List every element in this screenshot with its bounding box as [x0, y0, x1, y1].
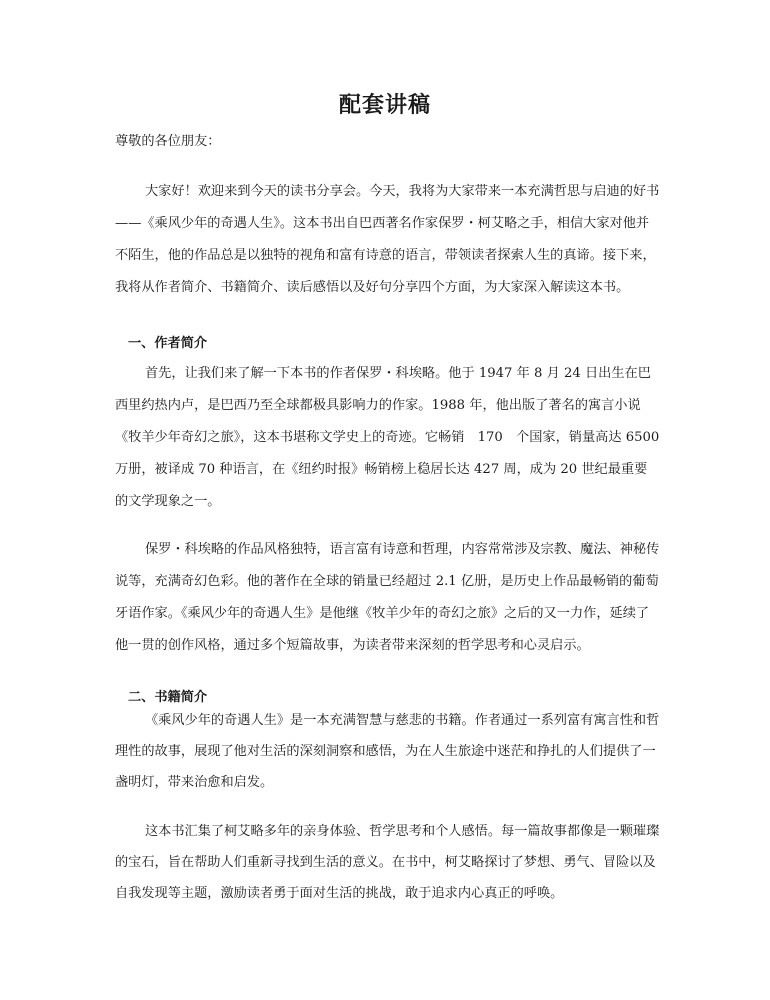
book-paragraph-2: 这本书汇集了柯艾略多年的亲身体验、哲学思考和个人感悟。每一篇故事都像是一颗璀璨的宝石，旨在帮助人们重新寻找到生活的意义。在书中，柯艾略探讨了梦想、勇气、冒险以及自我发现等主题，激励读者勇于面对生活的挑战，敢于追求内心真正的呼唤。	[115, 824, 660, 901]
greeting: 尊敬的各位朋友：	[115, 134, 221, 149]
document-title: 配套讲稿	[338, 92, 431, 118]
book-paragraph-1: 《乘风少年的奇遇人生》是一本充满智慧与慈悲的书籍。作者通过一系列富有寓言性和哲理性的故事，展现了他对生活的深刻洞察和感悟，为在人生旅途中迷茫和挣扎的人们提供了一盏明灯，带来治愈和启发。	[115, 713, 660, 790]
intro-paragraph: 大家好！欢迎来到今天的读书分享会。今天，我将为大家带来一本充满哲思与启迪的好书 ——《乘风少年的奇遇人生》。这本书出自巴西著名作家保罗・柯艾略之手，相信大家对他并不陌生，他的作品总是以独特的视角和富有诗意的语言，带领读者探索人生的真谛。接下来，我将从作者简介、书籍简介、读后感悟以及好句分享四个方面，为大家深入解读这本书。	[115, 184, 673, 295]
author-paragraph-2: 保罗・科埃略的作品风格独特，语言富有诗意和哲理，内容常常涉及宗教、魔法、神秘传说等，充满奇幻色彩。他的著作在全球的销量已经超过 2.1 亿册，是历史上作品最畅销的葡萄牙语作家。《乘风少年的奇遇人生》是他继《牧羊少年的奇幻之旅》之后的又一力作，延续了他一贯的创作风格，通过多个短篇故事，为读者带来深刻的哲学思考和心灵启示。	[115, 542, 660, 653]
section-heading-author: 一、作者简介	[128, 336, 208, 351]
section-heading-book: 二、书籍简介	[128, 690, 208, 705]
author-paragraph-1: 首先，让我们来了解一下本书的作者保罗・科埃略。他于 1947 年 8 月 24 日出生在巴西里约热内卢，是巴西乃至全球都极具影响力的作家。1988 年，他出版了著名的寓言小说《牧羊少年奇幻之旅》，这本书堪称文学史上的奇迹。它畅销 170 个国家，销量高达 6500 万册，被译成 70 种语言，在《纽约时报》畅销榜上稳居长达 427 周，成为 20 世纪最重要的文学现象之一。	[115, 366, 660, 509]
